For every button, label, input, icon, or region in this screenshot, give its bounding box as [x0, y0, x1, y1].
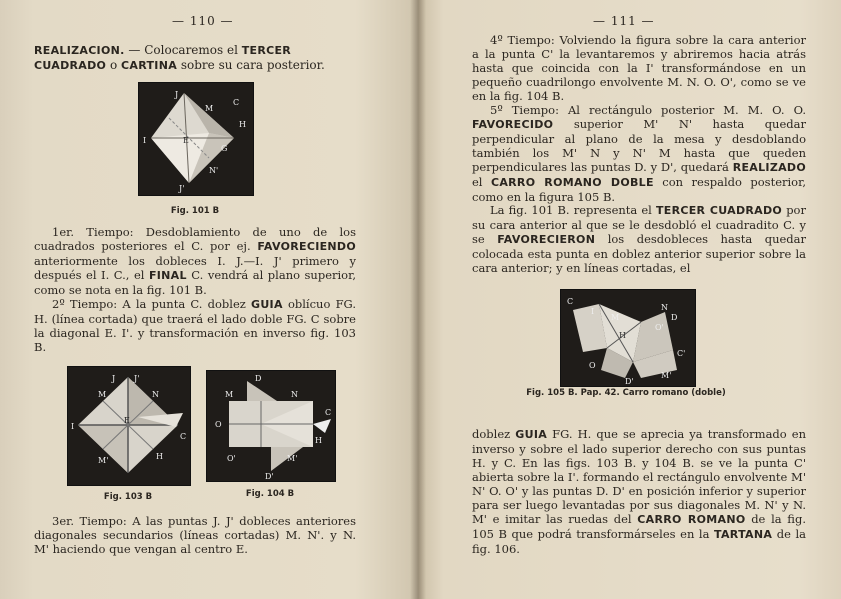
figure-label: M: [225, 390, 234, 399]
figure-label: O: [215, 420, 222, 429]
figure-label: O': [227, 454, 236, 463]
figure-caption: Fig. 104 B: [245, 489, 295, 499]
figure-label: H: [156, 452, 163, 461]
figure-label: N: [661, 303, 668, 312]
figure-label: J': [179, 184, 185, 193]
figure-label: D: [255, 374, 262, 383]
figure-104b: [206, 370, 336, 482]
figure-label: N': [209, 166, 219, 175]
figure-label: G: [221, 144, 228, 153]
figure-label: J': [134, 374, 140, 383]
figure-label: J: [175, 90, 179, 99]
figure-label: M: [611, 313, 620, 322]
figure-label: O: [589, 361, 596, 370]
figure-label: D': [265, 472, 274, 481]
page-number: — 111 —: [593, 14, 655, 28]
paragraph-figure-description: La fig. 101 B. representa el TERCER CUADRADO por su cara anterior al que se le desdobló el cuadradito C. y se FAVORECIERON los desdobleces hasta quedar colocada esta punta en doblez anterior superior sobre la cara anterior; y en líneas cortadas, el: [472, 203, 806, 275]
figure-label: M: [205, 104, 214, 113]
paragraph-continuation: doblez GUIA FG. H. que se aprecia ya transformado en inverso y sobre el lado superior derecho con sus puntas H. y C. En las figs. 103 B. y 104 B. se ve la punta C' abierta sobre la I'. formando el rectángulo envolvente M' N' O. O' y las puntas D. D' en posición inferior y superior para ser luego levantadas por sus diagonales M. N' y N. M' e imitar las ruedas del CARRO ROMANO de la fig. 105 B que podrá transformárseles en la TARTANA de la fig. 106.: [472, 427, 806, 556]
figure-label: M': [287, 454, 298, 463]
figure-label: C': [677, 349, 686, 358]
figure-label: C: [567, 297, 574, 306]
figure-103b: [67, 366, 191, 486]
origami-photo: [561, 290, 695, 386]
figure-label: E: [124, 416, 130, 425]
paragraph-tiempo-5: 5º Tiempo: Al rectángulo posterior M. M. O. O. FAVORECIDO superior M' N' hasta quedar perpendicular al plano de la mesa y desdoblando también los M' N y N' M hasta que queden perpendiculares las puntas D. y D', quedará REALIZADO el CARRO ROMANO DOBLE con respaldo posterior, como en la figura 105 B.: [472, 103, 806, 204]
figure-101b: [138, 82, 254, 196]
figure-label: C: [233, 98, 240, 107]
figure-label: D: [671, 313, 678, 322]
figure-label: D': [625, 377, 634, 386]
origami-photo: [68, 367, 190, 485]
figure-label: C: [180, 432, 187, 441]
figure-label: N: [291, 390, 298, 399]
figure-label: H: [239, 120, 246, 129]
figure-caption: Fig. 101 B: [170, 206, 220, 216]
left-page: [0, 0, 418, 599]
figure-label: M': [661, 371, 672, 380]
figure-label: I: [71, 422, 75, 431]
page-number: — 110 —: [172, 14, 234, 28]
paragraph-tiempo-3: 3er. Tiempo: A las puntas J. J' dobleces anteriores diagonales secundarios (líneas cortadas) M. N'. y N. M' haciendo que vengan al centro E.: [34, 514, 356, 556]
paragraph-tiempo-4: 4º Tiempo: Volviendo la figura sobre la cara anterior a la punta C' la levantaremos y abriremos hacia atrás hasta que coincida con la I' transformándose en un pequeño cuadrilongo envolvente M. N. O. O', como se ve en la fig. 104 B.: [472, 33, 806, 103]
figure-label: O': [655, 323, 664, 332]
figure-label: N: [152, 390, 159, 399]
figure-label: E: [183, 136, 189, 145]
paragraph-tiempo-1: 1er. Tiempo: Desdoblamiento de uno de los cuadrados posteriores el C. por ej. FAVORECIENDO anteriormente los dobleces I. J.—I. J' primero y después el I. C., el FINAL C. vendrá al plano superior, como se nota en la fig. 101 B.: [34, 225, 356, 297]
origami-photo: [207, 371, 335, 481]
figure-label: M': [98, 456, 109, 465]
figure-label: H: [619, 331, 626, 340]
figure-caption: Fig. 105 B. Pap. 42. Carro romano (doble): [526, 388, 726, 398]
figure-caption: Fig. 103 B: [103, 492, 153, 502]
figure-label: J: [112, 374, 116, 383]
figure-label: I: [591, 307, 595, 316]
book-gutter: [410, 0, 426, 599]
origami-photo: [139, 83, 253, 195]
figure-label: H: [315, 436, 322, 445]
figure-label: I: [143, 136, 147, 145]
figure-label: M: [98, 390, 107, 399]
section-heading: REALIZACION. — Colocaremos el TERCER CUADRADO o CARTINA sobre su cara posterior.: [34, 43, 325, 72]
figure-label: C: [325, 408, 332, 417]
figure-105b: [560, 289, 696, 387]
paragraph-tiempo-2: 2º Tiempo: A la punta C. doblez GUIA oblícuo FG. H. (línea cortada) que traerá el lado doble FG. C sobre la diagonal E. I'. y transformación en inverso fig. 103 B.: [34, 297, 356, 354]
right-page: [418, 0, 841, 599]
